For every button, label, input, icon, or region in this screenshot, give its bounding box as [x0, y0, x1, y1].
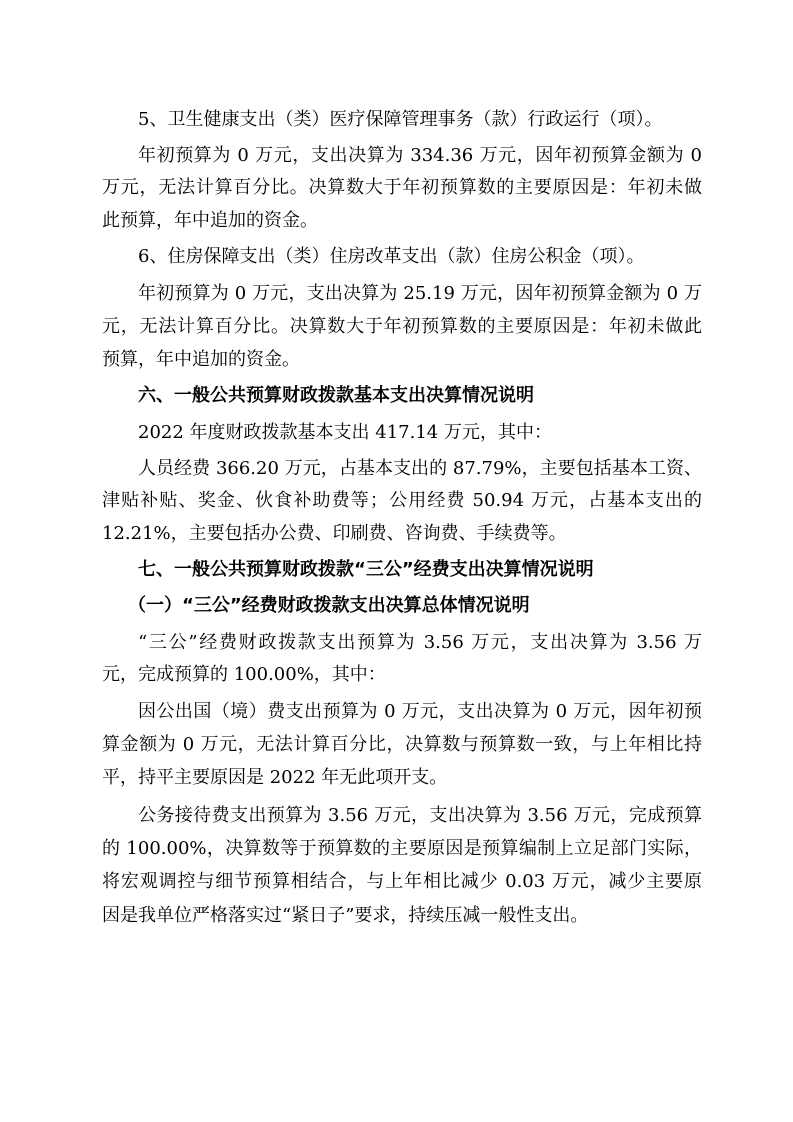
abroad-body-line-2: 算金额为 0 万元，无法计算百分比，决算数与预算数一致，与上年相比持 — [102, 734, 702, 755]
abroad-body-line-1: 因公出国（境）费支出预算为 0 万元，支出决算为 0 万元，因年初预 — [138, 701, 702, 722]
reception-body-line-4: 因是我单位严格落实过“紧日子”要求，持续压减一般性支出。 — [102, 905, 589, 926]
item6-body-line-3: 预算，年中追加的资金。 — [102, 349, 300, 370]
reception-body-line-1: 公务接待费支出预算为 3.56 万元，支出决算为 3.56 万元，完成预算 — [138, 805, 702, 826]
reception-body-line-2: 的 100.00%，决算数等于预算数的主要原因是预算编制上立足部门实际， — [102, 838, 702, 859]
item6-body-line-1: 年初预算为 0 万元，支出决算为 25.19 万元，因年初预算金额为 0 万 — [138, 283, 702, 304]
item6-title: 6、住房保障支出（类）住房改革支出（款）住房公积金（项）。 — [138, 246, 645, 267]
item5-body-line-3: 此预算，年中追加的资金。 — [102, 210, 318, 231]
section7-sub1-body-line-2: 元，完成预算的 100.00%，其中： — [102, 664, 386, 685]
item6-body-line-2: 元，无法计算百分比。决算数大于年初预算数的主要原因是：年初未做此 — [102, 316, 702, 337]
section6-heading: 六、一般公共预算财政拨款基本支出决算情况说明 — [138, 385, 534, 406]
abroad-body-line-3: 平，持平主要原因是 2022 年无此项开支。 — [102, 767, 448, 788]
section7-sub1-body-line-1: “三公”经费财政拨款支出预算为 3.56 万元，支出决算为 3.56 万 — [138, 632, 702, 653]
item5-body-line-1: 年初预算为 0 万元，支出决算为 334.36 万元，因年初预算金额为 0 — [138, 145, 702, 166]
section6-body-line-2: 津贴补贴、奖金、伙食补助费等；公用经费 50.94 万元，占基本支出的 — [102, 490, 702, 511]
section6-intro: 2022 年度财政拨款基本支出 417.14 万元，其中： — [138, 422, 552, 443]
section7-heading: 七、一般公共预算财政拨款“三公”经费支出决算情况说明 — [138, 559, 594, 580]
section7-sub1-heading: （一）“三公”经费财政拨款支出决算总体情况说明 — [128, 595, 530, 616]
section6-body-line-3: 12.21%，主要包括办公费、印刷费、咨询费、手续费等。 — [102, 523, 567, 544]
section6-body-line-1: 人员经费 366.20 万元，占基本支出的 87.79%，主要包括基本工资、 — [138, 458, 702, 479]
item5-title: 5、卫生健康支出（类）医疗保障管理事务（款）行政运行（项）。 — [138, 109, 663, 130]
item5-body-line-2: 万元，无法计算百分比。决算数大于年初预算数的主要原因是：年初未做 — [102, 177, 702, 198]
reception-body-line-3: 将宏观调控与细节预算相结合，与上年相比减少 0.03 万元，减少主要原 — [102, 871, 702, 892]
